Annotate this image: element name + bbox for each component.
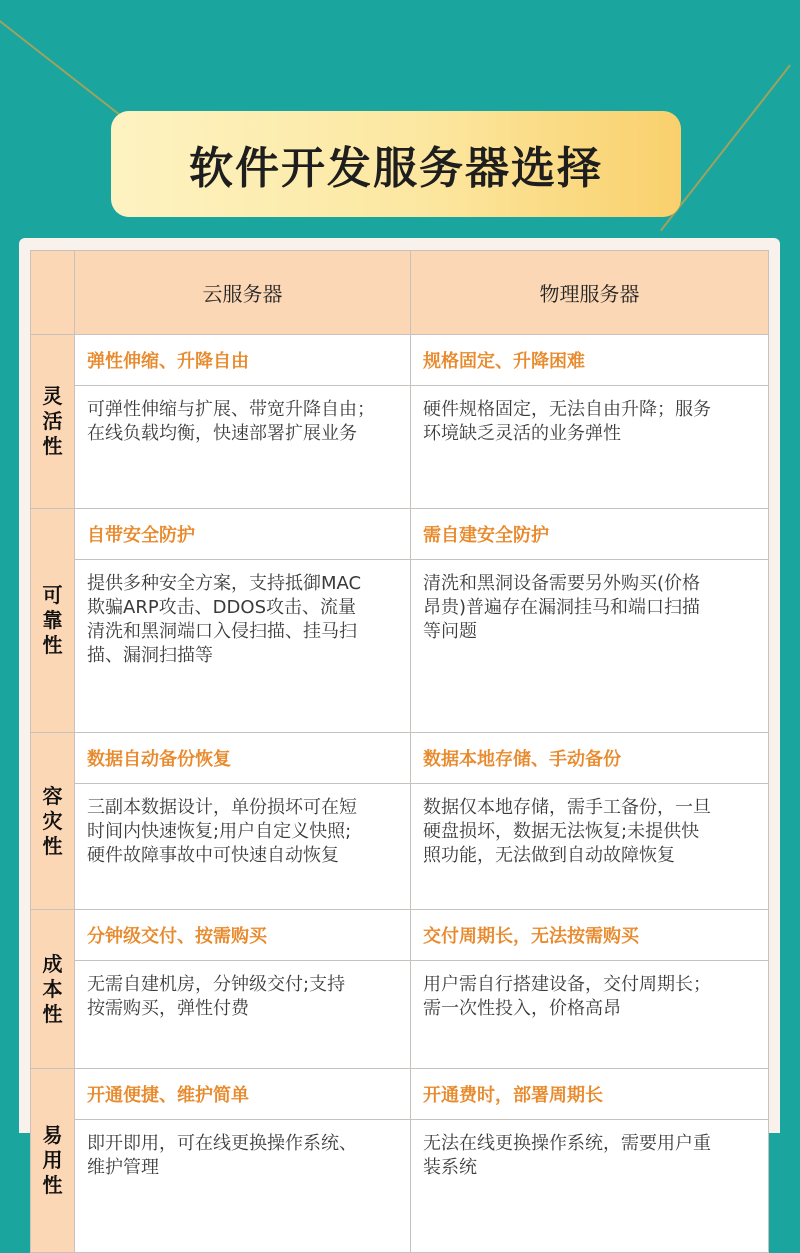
physical-headline: 需自建安全防护	[411, 509, 769, 560]
physical-description	[411, 560, 769, 733]
description-line: 等问题	[423, 621, 477, 642]
description-line: 在线负载均衡，快速部署扩展业务	[87, 423, 357, 444]
physical-description	[411, 961, 769, 1069]
description-line: 装系统	[423, 1157, 477, 1178]
table-row-description	[31, 784, 769, 910]
category-char: 灾	[42, 808, 63, 833]
category-char: 用	[42, 1148, 63, 1172]
description-line: 需一次性投入，价格高昂	[423, 998, 621, 1019]
table-row-headline	[31, 509, 769, 560]
cloud-description	[75, 560, 411, 733]
category-char: 性	[42, 434, 63, 458]
category-cell	[31, 910, 75, 1069]
cloud-description	[75, 961, 411, 1069]
cloud-description	[75, 386, 411, 509]
description-line: 昂贵)普遍存在漏洞挂马和端口扫描	[423, 597, 701, 618]
cloud-headline: 弹性伸缩、升降自由	[75, 335, 411, 386]
category-char: 性	[42, 1001, 63, 1026]
physical-description	[411, 784, 769, 910]
table-row-headline	[31, 910, 769, 961]
description-line: 数据仅本地存储，需手工备份，一旦	[423, 797, 711, 818]
category-char: 灵	[42, 384, 63, 408]
description-line: 可弹性伸缩与扩展、带宽升降自由；	[87, 399, 375, 420]
cloud-description	[75, 1120, 411, 1253]
category-cell	[31, 1069, 75, 1253]
description-line: 提供多种安全方案，支持抵御MAC	[87, 573, 362, 594]
category-char: 可	[42, 583, 63, 607]
physical-headline: 交付周期长，无法按需购买	[411, 910, 769, 961]
physical-headline: 规格固定、升降困难	[411, 335, 769, 386]
description-line: 清洗和黑洞设备需要另外购买(价格	[423, 573, 701, 594]
category-cell	[31, 335, 75, 509]
header-cloud-server: 云服务器	[75, 251, 411, 335]
category-cell	[31, 509, 75, 733]
table-row-description	[31, 961, 769, 1069]
physical-headline: 开通费时，部署周期长	[411, 1069, 769, 1120]
category-char: 活	[42, 409, 63, 433]
cloud-description	[75, 784, 411, 910]
table-row-description	[31, 560, 769, 733]
cloud-headline: 自带安全防护	[75, 509, 411, 560]
table-row-description	[31, 1120, 769, 1253]
category-char: 靠	[42, 608, 63, 632]
table-row-headline	[31, 335, 769, 386]
title-banner	[111, 111, 681, 217]
description-line: 清洗和黑洞端口入侵扫描、挂马扫	[87, 621, 357, 642]
description-line: 三副本数据设计，单份损坏可在短	[87, 797, 357, 818]
description-line: 即开即用，可在线更换操作系统、	[87, 1133, 357, 1154]
page-title: 软件开发服务器选择	[189, 143, 603, 194]
physical-description	[411, 386, 769, 509]
description-line: 照功能，无法做到自动故障恢复	[423, 845, 675, 866]
category-char: 性	[42, 833, 63, 858]
physical-description	[411, 1120, 769, 1253]
cloud-headline: 开通便捷、维护简单	[75, 1069, 411, 1120]
table-row-description	[31, 386, 769, 509]
description-line: 欺骗ARP攻击、DDOS攻击、流量	[87, 597, 356, 618]
comparison-table	[30, 250, 769, 1253]
description-line: 无法在线更换操作系统，需要用户重	[423, 1133, 711, 1154]
description-line: 硬件规格固定，无法自由升降；服务	[423, 399, 711, 420]
table-row-headline	[31, 1069, 769, 1120]
description-line: 维护管理	[87, 1157, 159, 1178]
physical-headline: 数据本地存储、手动备份	[411, 733, 769, 784]
category-char: 本	[42, 976, 63, 1001]
category-char: 性	[42, 1173, 63, 1197]
description-line: 时间内快速恢复;用户自定义快照;	[87, 821, 352, 842]
category-char: 易	[42, 1123, 63, 1147]
table-row-headline	[31, 733, 769, 784]
category-char: 性	[42, 633, 63, 657]
cloud-headline: 数据自动备份恢复	[75, 733, 411, 784]
description-line: 环境缺乏灵活的业务弹性	[423, 423, 621, 444]
category-char: 成	[42, 951, 63, 976]
description-line: 硬盘损坏，数据无法恢复;未提供快	[423, 821, 700, 842]
description-line: 无需自建机房，分钟级交付;支持	[87, 974, 346, 995]
header-corner-cell	[31, 251, 75, 335]
description-line: 按需购买，弹性付费	[87, 998, 249, 1019]
description-line: 用户需自行搭建设备，交付周期长；	[423, 974, 711, 995]
cloud-headline: 分钟级交付、按需购买	[75, 910, 411, 961]
table-header-row	[31, 251, 769, 335]
category-char: 容	[42, 783, 63, 808]
category-cell	[31, 733, 75, 910]
description-line: 描、漏洞扫描等	[87, 645, 213, 666]
header-physical-server: 物理服务器	[411, 251, 769, 335]
description-line: 硬件故障事故中可快速自动恢复	[87, 845, 339, 866]
